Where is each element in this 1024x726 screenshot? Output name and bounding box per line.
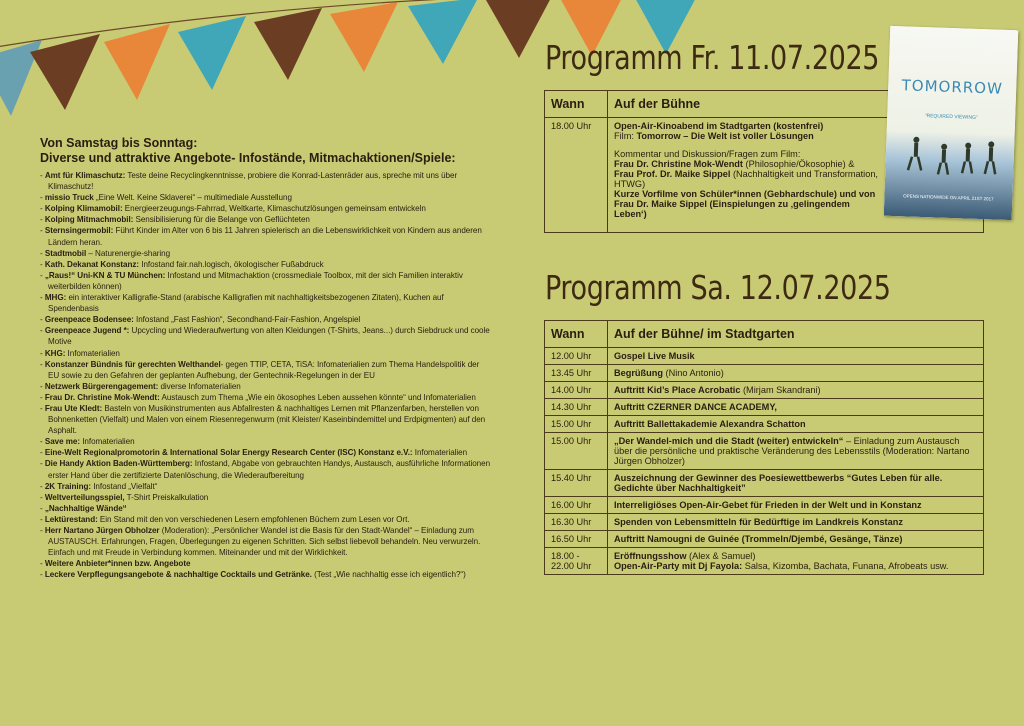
- event-title: Auftritt CZERNER DANCE ACADEMY,: [614, 402, 777, 412]
- list-item: [40, 192, 492, 203]
- event-title: Open-Air-Party mit Dj Fayola:: [614, 561, 743, 571]
- list-item: [40, 492, 492, 503]
- table-row: [545, 399, 984, 416]
- saturday-program-table: [544, 320, 984, 575]
- list-item: [40, 359, 492, 381]
- list-item: [40, 569, 492, 580]
- list-item: [40, 381, 492, 392]
- offer-description: Infomaterialien: [65, 348, 120, 358]
- poster-title: TOMORROW: [901, 76, 1004, 98]
- table-row: [545, 348, 984, 365]
- table-row: [545, 433, 984, 470]
- table-header-row: [545, 321, 984, 348]
- list-item: [40, 392, 492, 403]
- table-row: [545, 416, 984, 433]
- list-item: [40, 259, 492, 270]
- table-row: [545, 365, 984, 382]
- discussion-label: Kommentar und Diskussion/Fragen zum Film:: [614, 149, 801, 159]
- event-title: Begrüßung: [614, 368, 663, 378]
- time-end: 22.00 Uhr: [551, 561, 592, 571]
- offer-description: Austausch zum Thema „Wie ein ökosophes Leben aussehen könnte“ und Infomaterialien: [159, 392, 476, 402]
- offer-description: Sensibilisierung für die Belange von Geflüchteten: [133, 215, 310, 225]
- speaker-role: (Philosophie/Ökosophie) &: [742, 159, 855, 169]
- offer-description: Infostand und Mitmachaktion (crossmediale Toolbox, mit der sich Familien interaktiv weiterbilden können): [48, 270, 463, 291]
- list-item: [40, 447, 492, 458]
- offer-name: MHG:: [44, 293, 67, 303]
- event-cell: [608, 548, 984, 575]
- time-cell: 18.00 Uhr: [545, 118, 608, 233]
- list-item: [40, 292, 492, 314]
- event-detail: (Alex & Samuel): [686, 551, 756, 561]
- list-item: [40, 514, 492, 525]
- offer-description: (Moderation): „Persönlicher Wandel ist die Basis für den Stadt-Wandel“ – Einladung zum AUSTAUSCH. Erfahrungen, Fragen, Überlegungen zu eigenen Schritten. Sich selbst liebevoll behandeln. Neu verwurzeln. Einfach und mit Freude in Verbindung kommen. Miteinander und mit der Wirklichkeit.: [48, 526, 481, 558]
- time-cell: 15.00 Uhr: [545, 433, 608, 470]
- poster-footer: OPENS NATIONWIDE ON APRIL 21ST 2017: [903, 193, 994, 202]
- col-when: Wann: [545, 91, 608, 118]
- time-cell: 16.00 Uhr: [545, 497, 608, 514]
- offers-heading-2: Diverse und attraktive Angebote- Infostände, Mitmachaktionen/Spiele:: [40, 151, 456, 165]
- list-item: [40, 170, 492, 192]
- bunting-flag: [30, 34, 100, 110]
- offer-name: KHG:: [44, 348, 66, 358]
- event-cell: [608, 365, 984, 382]
- col-stage: Auf der Bühne: [608, 91, 984, 118]
- offer-description: Führt Kinder im Alter von 6 bis 11 Jahren spielerisch an die Lebenswirklichkeit von Kindern aus anderen Ländern heran.: [48, 226, 482, 247]
- offer-name: Leckere Verpflegungsangebote & nachhaltige Cocktails und Getränke.: [44, 570, 312, 580]
- speaker-role: (Nachhaltigkeit und Transformation, HTWG): [614, 169, 878, 189]
- film-title: Tomorrow – Die Welt ist voller Lösungen: [636, 131, 814, 141]
- event-cell: [608, 470, 984, 497]
- offer-description: Energieerzeugungs-Fahrrad, Weltkarte, Klimaschutzlösungen gemeinsam entwickeln: [122, 204, 426, 214]
- offer-name: Kath. Dekanat Konstanz:: [44, 259, 140, 269]
- offer-description: Infomaterialien: [412, 448, 468, 458]
- offer-description: Upcycling und Wiederaufwertung von alten Kleidungen (T-Shirts, Jeans...) durch Siebdruck und coole Motive: [48, 326, 490, 347]
- event-cell: [608, 399, 984, 416]
- list-item: [40, 348, 492, 359]
- short-films-line: Frau Dr. Maike Sippel (Einspielungen zu ‚gelingendem Leben‘): [614, 199, 850, 219]
- list-item: [40, 214, 492, 225]
- offer-name: Save me:: [44, 437, 81, 447]
- offer-description: ein interaktiver Kalligrafie-Stand (arabische Kalligrafien mit nachhaltigkeitsbezogenen Zitaten), Kuchen auf Spendenbasis: [48, 293, 444, 314]
- list-item: [40, 436, 492, 447]
- event-cell: [608, 382, 984, 399]
- time-cell: [545, 548, 608, 575]
- offer-name: Kolping Mitmachmobil:: [44, 215, 134, 225]
- offer-name: Herr Nartano Jürgen Obholzer: [44, 526, 160, 535]
- time-cell: 15.00 Uhr: [545, 416, 608, 433]
- bunting-flag: [486, 0, 552, 58]
- list-item: [40, 225, 492, 247]
- offer-description: diverse Infomaterialien: [158, 381, 241, 391]
- offer-description: – Naturenergie-sharing: [86, 248, 171, 258]
- event-title: Open-Air-Kinoabend im Stadtgarten (kostenfrei): [614, 121, 824, 131]
- list-item: [40, 314, 492, 325]
- list-item: [40, 458, 492, 480]
- offer-description: Infostand „Vielfalt“: [91, 481, 158, 491]
- bunting-flag: [408, 0, 478, 64]
- event-title: Auftritt Ballettakademie Alexandra Schatton: [614, 419, 806, 429]
- event-title: „Der Wandel-mich und die Stadt (weiter) entwickeln“: [614, 436, 844, 446]
- time-cell: 14.30 Uhr: [545, 399, 608, 416]
- event-title: Gospel Live Musik: [614, 351, 695, 361]
- offer-description: Infomaterialien: [80, 437, 135, 447]
- list-item: [40, 481, 492, 492]
- time-start: 18.00 -: [551, 551, 580, 561]
- offer-name: Weltverteilungsspiel,: [44, 492, 125, 502]
- bunting-flag: [254, 8, 322, 80]
- event-title: Spenden von Lebensmitteln für Bedürftige im Landkreis Konstanz: [614, 517, 903, 527]
- offer-name: Eine-Welt Regionalpromotorin & International Solar Energy Research Center (ISC) Konstanz e.V.:: [44, 448, 413, 458]
- film-label: Film:: [614, 131, 637, 141]
- list-item: [40, 558, 492, 569]
- offer-description: T-Shirt Preiskalkulation: [124, 492, 209, 502]
- offer-name: Amt für Klimaschutz:: [44, 171, 126, 180]
- offer-name: Konstanzer Bündnis für gerechten Welthandel: [44, 359, 221, 369]
- bunting-flag: [330, 2, 398, 72]
- table-row: [545, 382, 984, 399]
- offers-section: [40, 136, 492, 580]
- list-item: [40, 325, 492, 347]
- offer-description: Ein Stand mit den von verschiedenen Lesern empfohlenen Büchern zum Lesen vor Ort.: [97, 514, 410, 524]
- table-row: [545, 531, 984, 548]
- time-cell: 15.40 Uhr: [545, 470, 608, 497]
- table-row: [545, 514, 984, 531]
- event-detail: (Mirjam Skandrani): [740, 385, 821, 395]
- event-detail: – Einladung zum Austausch über die persönliche und praktische Veränderung des Lebensstils (Moderation: Nartano Jürgen Obholzer): [614, 436, 970, 466]
- time-cell: 14.00 Uhr: [545, 382, 608, 399]
- time-cell: 16.30 Uhr: [545, 514, 608, 531]
- time-cell: 13.45 Uhr: [545, 365, 608, 382]
- offer-name: Die Handy Aktion Baden-Württemberg:: [44, 459, 193, 469]
- event-title: Eröffnungsshow: [614, 551, 687, 561]
- offer-name: Sternsingermobil:: [44, 226, 114, 236]
- speaker-name: Frau Prof. Dr. Maike Sippel: [614, 169, 731, 179]
- event-cell: [608, 497, 984, 514]
- time-cell: 16.50 Uhr: [545, 531, 608, 548]
- event-cell: [608, 514, 984, 531]
- saturday-program-title: Programm Sa. 12.07.2025: [545, 268, 891, 307]
- offer-description: Infostand, Abgabe von gebrauchten Handys, Austausch, ausführliche Informationen erster Hand über die zertifizierte Datenlöschung, die Wiederaufbereitung: [48, 459, 491, 480]
- event-title: Auftritt Namougni de Guinée (Trommeln/Djembé, Gesänge, Tänze): [614, 534, 903, 544]
- offer-name: Weitere Anbieter*innen bzw. Angebote: [44, 559, 191, 569]
- offer-name: Greenpeace Jugend *:: [44, 326, 130, 336]
- event-cell: [608, 416, 984, 433]
- event-cell: [608, 348, 984, 365]
- list-item: [40, 248, 492, 259]
- event-detail: (Nino Antonio): [663, 368, 724, 378]
- offer-description: Basteln von Musikinstrumenten aus Abfallresten & nachhaltiges Lernen mit Pflanzenfarben, herstellen von Bohnenketten (Vielfalt) und Malen von einem Riesenregenwurm (mit Kleister/ Kaseinbindemittel und Erdpigmenten) auf den Asphalt.: [48, 403, 486, 436]
- offer-name: Kolping Klimamobil:: [44, 204, 123, 214]
- table-row: [545, 548, 984, 575]
- poster-tagline: "REQUIRED VIEWING": [924, 113, 978, 121]
- friday-program-title: Programm Fr. 11.07.2025: [545, 38, 880, 77]
- event-detail: Salsa, Kizomba, Bachata, Funana, Afrobeats usw.: [742, 561, 949, 571]
- event-cell: [608, 531, 984, 548]
- offer-description: Infostand fair.nah.logisch, ökologischer Fußabdruck: [139, 259, 324, 269]
- offer-name: Lektürestand:: [44, 514, 98, 524]
- list-item: [40, 203, 492, 214]
- offer-name: Netzwerk Bürgerengagement:: [44, 381, 159, 391]
- offer-description: (Test „Wie nachhaltig esse ich eigentlich?“): [311, 570, 466, 580]
- bunting-flag: [104, 24, 170, 100]
- offer-name: Stadtmobil: [44, 248, 87, 258]
- col-stage: Auf der Bühne/ im Stadtgarten: [608, 321, 984, 348]
- offer-name: Frau Ute Kledt:: [44, 403, 103, 413]
- list-item: [40, 270, 492, 292]
- event-cell: [608, 433, 984, 470]
- offers-heading-1: Von Samstag bis Sonntag:: [40, 136, 198, 150]
- speaker-name: Frau Dr. Christine Mok-Wendt: [614, 159, 743, 169]
- list-item: [40, 525, 492, 558]
- offer-name: „Nachhaltige Wände“: [44, 503, 127, 513]
- bunting-flag: [178, 16, 246, 90]
- offer-name: „Raus!“ Uni-KN & TU München:: [44, 270, 166, 280]
- short-films-line: Kurze Vorfilme von Schüler*innen (Gebhardschule) und von: [614, 189, 876, 199]
- tomorrow-film-poster: [884, 26, 1019, 220]
- list-item: [40, 403, 492, 436]
- offer-description: - gegen TTIP, CETA, TiSA: Infomaterialien zum Thema Handelspolitik der EU sowie zu den Gefahren der geplanten Aufhebung, der Gentechnik-Regelungen in der EU: [48, 359, 480, 380]
- offer-description: Infostand „Fast Fashion“, Secondhand-Fair-Fashion, Angelspiel: [133, 315, 361, 325]
- event-title: Auftritt Kid’s Place Acrobatic: [614, 385, 741, 395]
- offer-name: Frau Dr. Christine Mok-Wendt:: [44, 392, 160, 402]
- offer-description: „Eine Welt. Keine Sklaverei“ – multimediale Ausstellung: [93, 193, 292, 203]
- offers-list: [40, 170, 492, 580]
- col-when: Wann: [545, 321, 608, 348]
- table-row: [545, 497, 984, 514]
- time-cell: 12.00 Uhr: [545, 348, 608, 365]
- offer-description: Teste deine Recyclingkenntnisse, probiere die Konrad-Lastenräder aus, spreche mit uns über Klimaschutz!: [48, 171, 458, 192]
- offer-name: missio Truck: [44, 193, 94, 203]
- event-title: Auszeichnung der Gewinner des Poesiewettbewerbs “Gutes Leben für alle. Gedichte über Nachhaltigkeit”: [614, 473, 943, 493]
- list-item: [40, 503, 492, 514]
- offer-name: 2K Training:: [44, 481, 92, 491]
- offer-name: Greenpeace Bodensee:: [44, 315, 134, 325]
- event-title: Interreligiöses Open-Air-Gebet für Frieden in der Welt und in Konstanz: [614, 500, 922, 510]
- walking-people-illustration: [895, 131, 1007, 185]
- table-row: [545, 470, 984, 497]
